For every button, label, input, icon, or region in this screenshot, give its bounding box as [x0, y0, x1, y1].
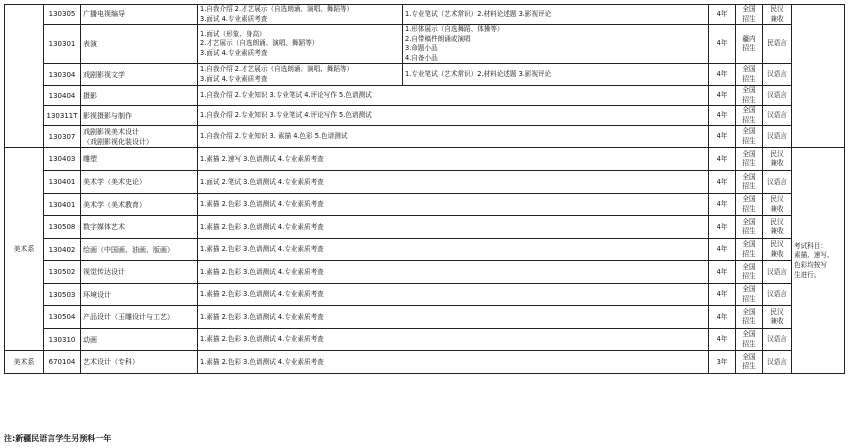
years: 4年	[709, 148, 736, 171]
major-code: 130305	[44, 5, 81, 25]
dept-cell: 美术系	[5, 351, 44, 374]
major-name	[81, 261, 198, 284]
major-name	[81, 306, 198, 329]
language	[763, 126, 792, 148]
exam-text: 1.素描 2.色彩 3.色谱测试 4.专业素质考查	[200, 200, 324, 209]
cell-line: 4.自备小品	[405, 53, 438, 62]
years: 4年	[709, 171, 736, 194]
language	[763, 239, 792, 261]
cell-line: 民汉	[770, 307, 784, 316]
cell-line: 民汉	[770, 195, 784, 204]
cell-line: 全国	[742, 262, 756, 271]
major-name	[81, 216, 198, 239]
table-row	[5, 148, 845, 171]
major-name	[81, 171, 198, 194]
language	[763, 284, 792, 306]
major-code: 130504	[44, 306, 81, 329]
enroll-scope	[736, 126, 763, 148]
major-name	[81, 239, 198, 261]
major-code: 130307	[44, 126, 81, 148]
exam-text: 1.素描 2.色彩 3.色谱测试 4.专业素质考查	[200, 222, 324, 231]
footnote: 注:新疆民语言学生另预科一年	[4, 434, 112, 443]
cell-line: 影视摄影与制作	[83, 111, 132, 120]
cell-line: 生进行。	[794, 270, 821, 279]
cell-line: 戏剧影视文学	[83, 70, 125, 79]
cell-line: 数字媒体艺术	[83, 223, 125, 232]
enroll-scope	[736, 64, 763, 86]
cell-line: 招生	[742, 249, 756, 258]
language	[763, 5, 792, 25]
enroll-scope	[736, 329, 763, 351]
cell-line: 民汉	[770, 149, 784, 158]
enroll-scope	[736, 351, 763, 374]
years: 3年	[709, 351, 736, 374]
cell-line: （戏剧影视化装设计）	[83, 137, 153, 146]
exam-text: 1.素描 2.色彩 3.色谱测试 4.专业素质考查	[200, 312, 324, 321]
cell-line: 1.专业笔试（艺术常识）2.材料论述题 3.影视评论	[405, 70, 552, 78]
cell-line: 汉语言	[767, 267, 787, 276]
language	[763, 351, 792, 374]
exam-second	[403, 25, 709, 64]
exam-subjects	[198, 126, 709, 148]
table-row	[5, 261, 845, 284]
cell-line: 汉语言	[767, 177, 787, 186]
exam-second	[403, 64, 709, 86]
cell-line: 兼收	[770, 227, 784, 236]
cell-line: 招生	[742, 14, 756, 23]
table-row	[5, 284, 845, 306]
language	[763, 306, 792, 329]
major-name	[81, 126, 198, 148]
language	[763, 171, 792, 194]
table-row	[5, 25, 845, 64]
cell-line: 全国	[742, 65, 756, 74]
enroll-scope	[736, 148, 763, 171]
cell-line: 1.自我介绍 2.才艺展示（自选朗诵、演唱、舞蹈等）	[200, 5, 354, 13]
exam-subjects	[198, 239, 709, 261]
major-code: 130403	[44, 148, 81, 171]
years: 4年	[709, 64, 736, 86]
enroll-scope	[736, 5, 763, 25]
cell-line: 疆内	[742, 34, 756, 43]
major-name	[81, 25, 198, 64]
dept-cell-empty	[5, 5, 44, 148]
exam-text: 1.素描 2.色彩 3.色谱测试 4.专业素质考查	[200, 357, 324, 366]
cell-line: 全国	[742, 86, 756, 95]
cell-line: 色彩均按写	[794, 260, 827, 269]
years: 4年	[709, 126, 736, 148]
cell-line: 1.面试（形象、身高）	[200, 29, 266, 38]
exam-first	[198, 25, 403, 64]
exam-text: 1.素描 2.色彩 3.色谱测试 4.专业素质考查	[200, 335, 324, 344]
table-row	[5, 351, 845, 374]
table-row	[5, 194, 845, 216]
years: 4年	[709, 284, 736, 306]
cell-line: 戏剧影视美术设计	[83, 127, 139, 136]
exam-subjects	[198, 106, 709, 126]
exam-subjects	[198, 306, 709, 329]
cell-line: 全国	[742, 5, 756, 13]
cell-line: 素描、速写、	[794, 251, 834, 260]
cell-line: 3.命题小品	[405, 44, 438, 53]
cell-line: 汉语言	[767, 70, 787, 78]
exam-subjects	[198, 194, 709, 216]
cell-line: 招生	[742, 227, 756, 236]
cell-line: 招生	[742, 294, 756, 303]
cell-line: 1.自我介绍 2.才艺展示（自选朗诵、演唱、舞蹈等）	[200, 65, 354, 74]
cell-line: 汉语言	[767, 111, 787, 120]
enroll-scope	[736, 194, 763, 216]
table-body	[5, 5, 845, 374]
exam-subjects	[198, 216, 709, 239]
language	[763, 194, 792, 216]
cell-line: 招生	[742, 182, 756, 191]
cell-line: 汉语言	[767, 132, 787, 141]
cell-line: 3.面试 4.专业素质考查	[200, 14, 268, 23]
cell-line: 汉语言	[767, 91, 787, 100]
major-code: 130304	[44, 64, 81, 86]
exam-text: 1.面试 2.笔试 3.色谱测试 4.专业素质考查	[200, 177, 324, 186]
major-name	[81, 5, 198, 25]
years: 4年	[709, 194, 736, 216]
exam-text: 1.自我介绍 2.专业知识 3. 素描 4.色彩 5.色谱测试	[200, 132, 348, 141]
table-row	[5, 106, 845, 126]
cell-line: 全国	[742, 172, 756, 181]
years: 4年	[709, 106, 736, 126]
major-name	[81, 148, 198, 171]
cell-line: 招生	[742, 159, 756, 168]
cell-line: 兼收	[770, 317, 784, 326]
cell-line: 民汉	[770, 240, 784, 249]
cell-line: 环境设计	[83, 290, 111, 299]
cell-line: 兼收	[770, 204, 784, 213]
enroll-scope	[736, 25, 763, 64]
major-name	[81, 86, 198, 106]
major-name	[81, 64, 198, 86]
major-code: 130401	[44, 194, 81, 216]
cell-line: 招生	[742, 44, 756, 53]
exam-text: 1.自我介绍 2.专业知识 3.专业笔试 4.评论写作 5.色谱测试	[200, 91, 372, 100]
cell-line: 全国	[742, 330, 756, 339]
cell-line: 美术学（美术史论）	[83, 178, 146, 187]
cell-line: 招生	[742, 362, 756, 371]
cell-line: 民语言	[767, 39, 787, 48]
major-code: 130502	[44, 261, 81, 284]
cell-line: 全国	[742, 307, 756, 316]
exam-text: 1.素描 2.色彩 3.色谱测试 4.专业素质考查	[200, 245, 324, 254]
cell-line: 全国	[742, 285, 756, 294]
major-code: 130311T	[44, 106, 81, 126]
cell-line: 招生	[742, 115, 756, 124]
exam-text: 1.素描 2.速写 3.色谱测试 4.专业素质考查	[200, 154, 324, 163]
table-row	[5, 86, 845, 106]
years: 4年	[709, 5, 736, 25]
major-name	[81, 351, 198, 374]
cell-line: 表演	[83, 40, 97, 49]
years: 4年	[709, 261, 736, 284]
cell-line: 全国	[742, 106, 756, 115]
major-name	[81, 329, 198, 351]
cell-line: 全国	[742, 127, 756, 136]
major-code: 130508	[44, 216, 81, 239]
enroll-scope	[736, 261, 763, 284]
years: 4年	[709, 25, 736, 64]
cell-line: 2.才艺展示（自选朗诵、演唱、舞蹈等）	[200, 39, 319, 48]
cell-line: 汉语言	[767, 357, 787, 366]
enroll-scope	[736, 239, 763, 261]
cell-line: 动画	[83, 335, 97, 344]
cell-line: 3.面试 4.专业素质考查	[200, 48, 268, 57]
cell-line: 民汉	[770, 5, 784, 13]
major-name	[81, 106, 198, 126]
major-name	[81, 284, 198, 306]
cell-line: 民汉	[770, 217, 784, 226]
cell-line: 1.专业笔试（艺术常识）2.材料论述题 3.影视评论	[405, 9, 552, 18]
language	[763, 261, 792, 284]
cell-line: 招生	[742, 339, 756, 348]
exam-subjects	[198, 261, 709, 284]
years: 4年	[709, 216, 736, 239]
table-row	[5, 171, 845, 194]
cell-line: 全国	[742, 195, 756, 204]
cell-line: 产品设计（玉雕设计与工艺）	[83, 313, 174, 322]
exam-text: 1.素描 2.色彩 3.色谱测试 4.专业素质考查	[200, 267, 324, 276]
major-code: 130503	[44, 284, 81, 306]
enroll-scope	[736, 106, 763, 126]
language	[763, 106, 792, 126]
major-name	[81, 194, 198, 216]
language	[763, 329, 792, 351]
language	[763, 64, 792, 86]
enroll-scope	[736, 216, 763, 239]
cell-line: 兼收	[770, 249, 784, 258]
cell-line: 汉语言	[767, 290, 787, 299]
remark-empty	[792, 5, 845, 148]
cell-line: 2.自带稿件朗诵或演唱	[405, 34, 471, 43]
table-row	[5, 239, 845, 261]
cell-line: 全国	[742, 240, 756, 249]
exam-subjects	[198, 171, 709, 194]
cell-line: 汉语言	[767, 335, 787, 344]
exam-subjects	[198, 86, 709, 106]
dept-cell: 美术系	[5, 148, 44, 351]
major-code: 130402	[44, 239, 81, 261]
cell-line: 广播电视编导	[83, 10, 125, 19]
admissions-table	[4, 4, 845, 374]
years: 4年	[709, 239, 736, 261]
years: 4年	[709, 86, 736, 106]
language	[763, 25, 792, 64]
exam-text: 1.素描 2.色彩 3.色谱测试 4.专业素质考查	[200, 290, 324, 299]
major-code: 130301	[44, 25, 81, 64]
major-code: 130404	[44, 86, 81, 106]
cell-line: 绘画（中国画、油画、版画）	[83, 245, 174, 254]
cell-line: 考试科目：	[794, 241, 827, 250]
exam-subjects	[198, 148, 709, 171]
cell-line: 兼收	[770, 14, 784, 23]
cell-line: 招生	[742, 204, 756, 213]
major-code: 130401	[44, 171, 81, 194]
years: 4年	[709, 306, 736, 329]
table-row	[5, 126, 845, 148]
enroll-scope	[736, 171, 763, 194]
cell-line: 招生	[742, 95, 756, 104]
table-row	[5, 306, 845, 329]
exam-subjects	[198, 329, 709, 351]
remark	[792, 148, 845, 374]
cell-line: 视觉传达设计	[83, 268, 125, 277]
exam-subjects	[198, 351, 709, 374]
cell-line: 1.形体展示（自选舞蹈、体操等）	[405, 25, 504, 34]
cell-line: 招生	[742, 317, 756, 326]
enroll-scope	[736, 86, 763, 106]
table-row	[5, 329, 845, 351]
cell-line: 美术学（美术教育）	[83, 200, 146, 209]
exam-first	[198, 64, 403, 86]
cell-line: 招生	[742, 136, 756, 145]
language	[763, 86, 792, 106]
major-code: 130310	[44, 329, 81, 351]
enroll-scope	[736, 306, 763, 329]
table-row	[5, 64, 845, 86]
cell-line: 全国	[742, 217, 756, 226]
language	[763, 148, 792, 171]
cell-line: 雕塑	[83, 155, 97, 164]
table-row	[5, 216, 845, 239]
enroll-scope	[736, 284, 763, 306]
cell-line: 招生	[742, 74, 756, 83]
cell-line: 招生	[742, 272, 756, 281]
cell-line: 摄影	[83, 91, 97, 100]
exam-second	[403, 5, 709, 25]
cell-line: 兼收	[770, 159, 784, 168]
cell-line: 3.面试 4.专业素质考查	[200, 74, 268, 83]
years: 4年	[709, 329, 736, 351]
language	[763, 216, 792, 239]
major-code: 670104	[44, 351, 81, 374]
exam-text: 1.自我介绍 2.专业知识 3.专业笔试 4.评论写作 5.色谱测试	[200, 111, 372, 120]
cell-line: 艺术设计（专科）	[83, 358, 139, 367]
exam-first	[198, 5, 403, 25]
table-row	[5, 5, 845, 25]
cell-line: 全国	[742, 352, 756, 361]
exam-subjects	[198, 284, 709, 306]
cell-line: 全国	[742, 149, 756, 158]
